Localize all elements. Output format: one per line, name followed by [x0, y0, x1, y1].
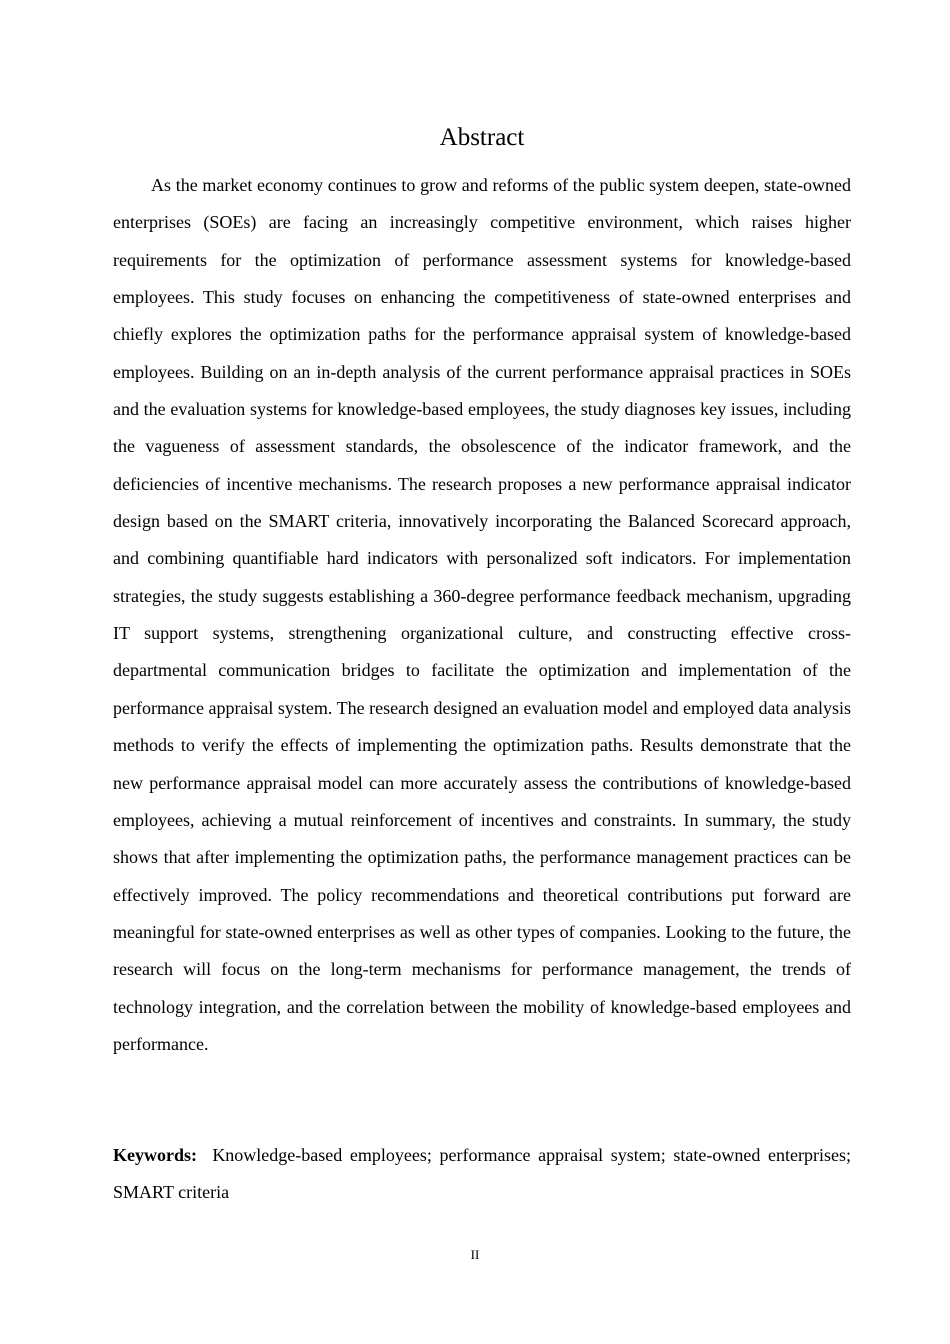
- abstract-body: As the market economy continues to grow and reforms of the public system deepen, state-owned enterprises (SOEs) are facing an increasingly competitive environment, which raises higher requirements for the optimization of performance assessment systems for knowledge-based employees. This study focuses on enhancing the competitiveness of state-owned enterprises and chiefly explores the optimization paths for the performance appraisal system of knowledge-based employees. Building on an in-depth analysis of the current performance appraisal practices in SOEs and the evaluation systems for knowledge-based employees, the study diagnoses key issues, including the vagueness of assessment standards, the obsolescence of the indicator framework, and the deficiencies of incentive mechanisms. The research proposes a new performance appraisal indicator design based on the SMART criteria, innovatively incorporating the Balanced Scorecard approach, and combining quantifiable hard indicators with personalized soft indicators. For implementation strategies, the study suggests establishing a 360-degree performance feedback mechanism, upgrading IT support systems, strengthening organizational culture, and constructing effective cross-departmental communication bridges to facilitate the optimization and implementation of the performance appraisal system. The research designed an evaluation model and employed data analysis methods to verify the effects of implementing the optimization paths. Results demonstrate that the new performance appraisal model can more accurately assess the contributions of knowledge-based employees, achieving a mutual reinforcement of incentives and constraints. In summary, the study shows that after implementing the optimization paths, the performance management practices can be effectively improved. The policy recommendations and theoretical contributions put forward are meaningful for state-owned enterprises as well as other types of companies. Looking to the future, the research will focus on the long-term mechanisms for performance management, the trends of technology integration, and the correlation between the mobility of knowledge-based employees and performance.: [113, 175, 851, 1054]
- keywords-paragraph: [113, 1137, 851, 1212]
- keywords-list: Knowledge-based employees; performance appraisal system; state-owned enterprises; SMART criteria: [113, 1145, 852, 1203]
- keywords-label: Keywords:: [113, 1145, 197, 1165]
- page-title: Abstract: [439, 124, 525, 151]
- page-number: II: [470, 1247, 480, 1262]
